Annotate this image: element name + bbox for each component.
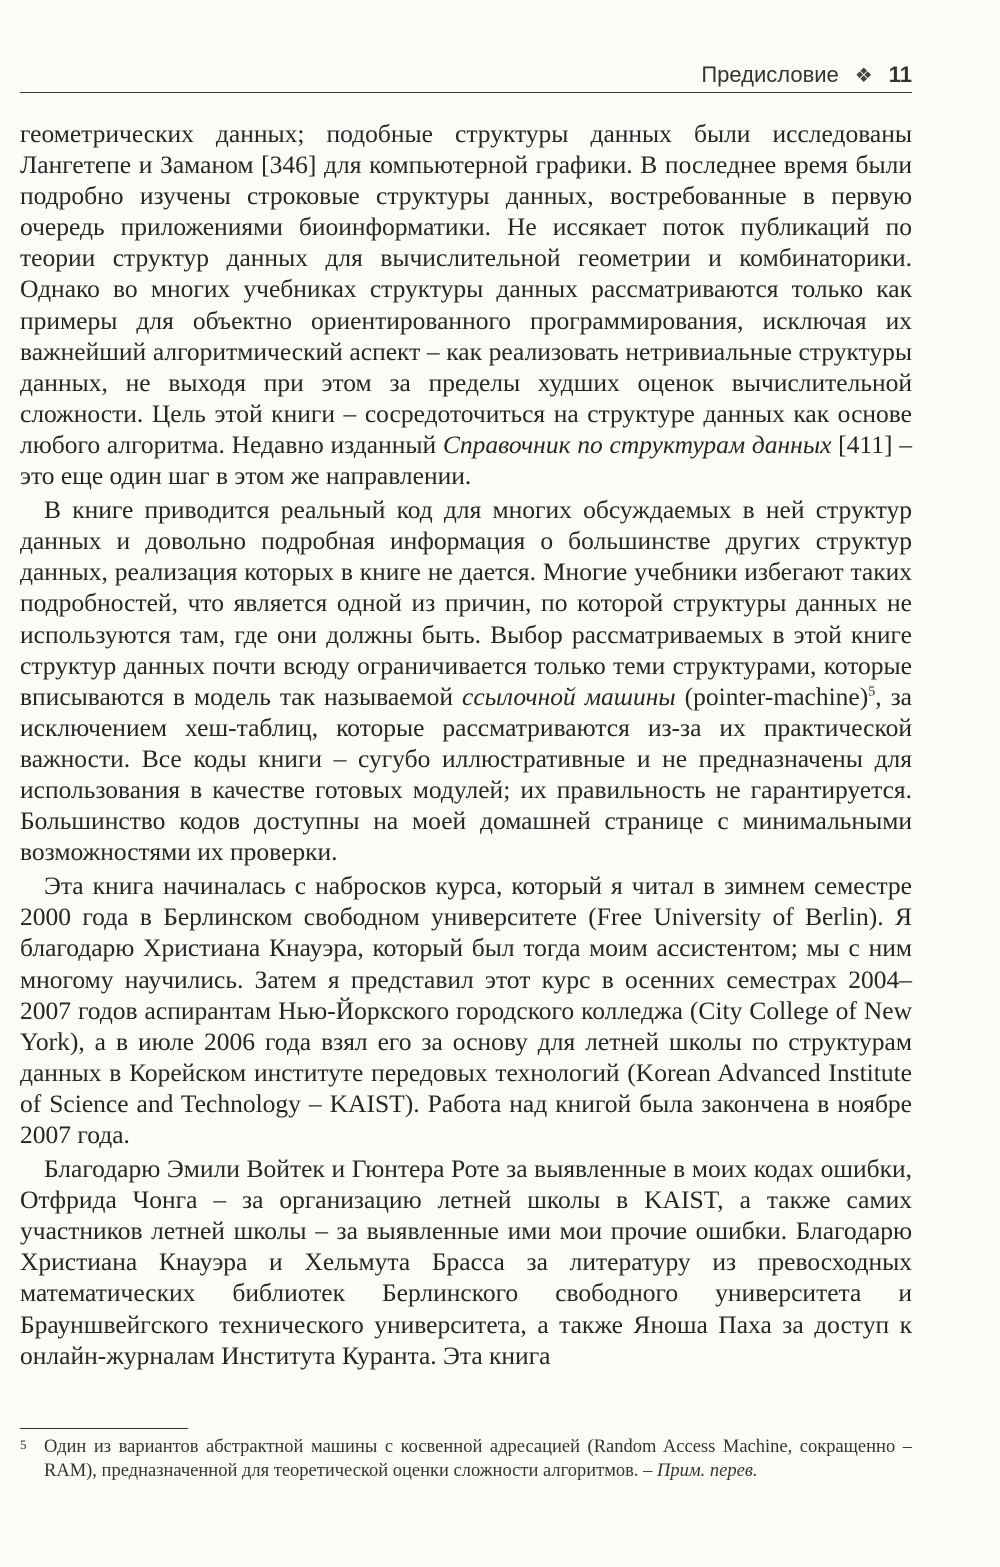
paragraph-4: Благодарю Эмили Войтек и Гюнтера Роте за выявленные в моих кодах ошибки, Отфрида Чонга – за организацию летней школы в KAIST, а также самих участников летней школы – за выявленные ими мои прочие ошибки. Благодарю Христиана Кнауэра и Хельмута Брасса за литературу из превосходных математических библиотек Берлинского свободного университета и Брауншвейгского технического университета, а также Яноша Паха за доступ к онлайн-журналам Института Куранта. Эта книга <box>20 1154 912 1370</box>
paragraph-2: В книге приводится реальный код для многих обсуждаемых в ней структур данных и довольно подробная информация о большинстве других структур данных, реализация которых в книге не дается. Многие учебники избегают таких подробностей, что является одной из причин, по которой структуры данных не используются там, где они должны быть. Выбор рассматриваемых в этой книге структур данных почти всюду ограничивается только теми структурами, которые вписываются в модель так называемой ссылочной машины (pointer-machine)$^5$, за исключением хеш-таблиц, которые рассматриваются из-за их практической важности. Все коды книги – сугубо иллюстративные и не предназначены для использования в качестве готовых модулей; их правильность не гарантируется. Большинство кодов доступны на моей домашней странице с минимальными возможностями их проверки. <box>20 495 912 867</box>
paragraph-3: Эта книга начиналась с набросков курса, который я читал в зимнем семестре 2000 года в Берлинском свободном университете (Free University of Berlin). Я благодарю Христиана Кнауэра, который был тогда моим ассистентом; мы с ним многому научились. Затем я представил этот курс в осенних семестрах 2004–2007 годов аспирантам Нью-Йоркского городского колледжа (City College of New York), а в июле 2006 года взял его за основу для летней школы по структурам данных в Корейском институте передовых технологий (Korean Advanced Institute of Science and Technology – KAIST). Работа над книгой была закончена в ноябре 2007 года. <box>20 871 912 1149</box>
paragraph-1: геометрических данных; подобные структуры данных были исследованы Лангетепе и Заманом [346] для компьютерной графики. В последнее время были подробно изучены строковые структуры данных, востребованные в первую очередь приложениями биоинформатики. Не иссякает поток публикаций по теории структур данных для вычислительной геометрии и комбинаторики. Однако во многих учебниках структуры данных рассматриваются только как примеры для объектно ориентированного программирования, исключая их важнейший алгоритмический аспект – как реализовать нетривиальные структуры данных, не выходя при этом за пределы худших оценок вычислительной сложности. Цель этой книги – сосредоточиться на структуре данных как основе любого алгоритма. Недавно изданный Справочник по структурам данных [411] – это еще один шаг в этом же направлении. <box>20 119 912 491</box>
translator-note: Прим. перев. <box>657 1460 758 1481</box>
footnote <box>20 1436 912 1483</box>
footnote-reference[interactable]: 5 <box>868 684 876 700</box>
italic-title-handbook: Справочник по структурам данных <box>442 429 832 459</box>
footnote-text: Один из вариантов абстрактной машины с косвенной адресацией (Random Access Machine, сокращенно – RAM), предназначенной для теоретической оценки сложности алгоритмов. – Прим. перев. <box>44 1437 912 1481</box>
italic-term-pointer-machine: ссылочной машины <box>462 681 676 711</box>
body-text <box>20 118 912 1371</box>
section-title: Предисловие <box>701 62 839 87</box>
footnote-number: 5 <box>20 1437 27 1452</box>
footnote-divider <box>20 1428 188 1429</box>
ornament-icon: ❖ <box>854 64 873 87</box>
running-header <box>20 58 912 93</box>
page-number: 11 <box>888 62 912 87</box>
